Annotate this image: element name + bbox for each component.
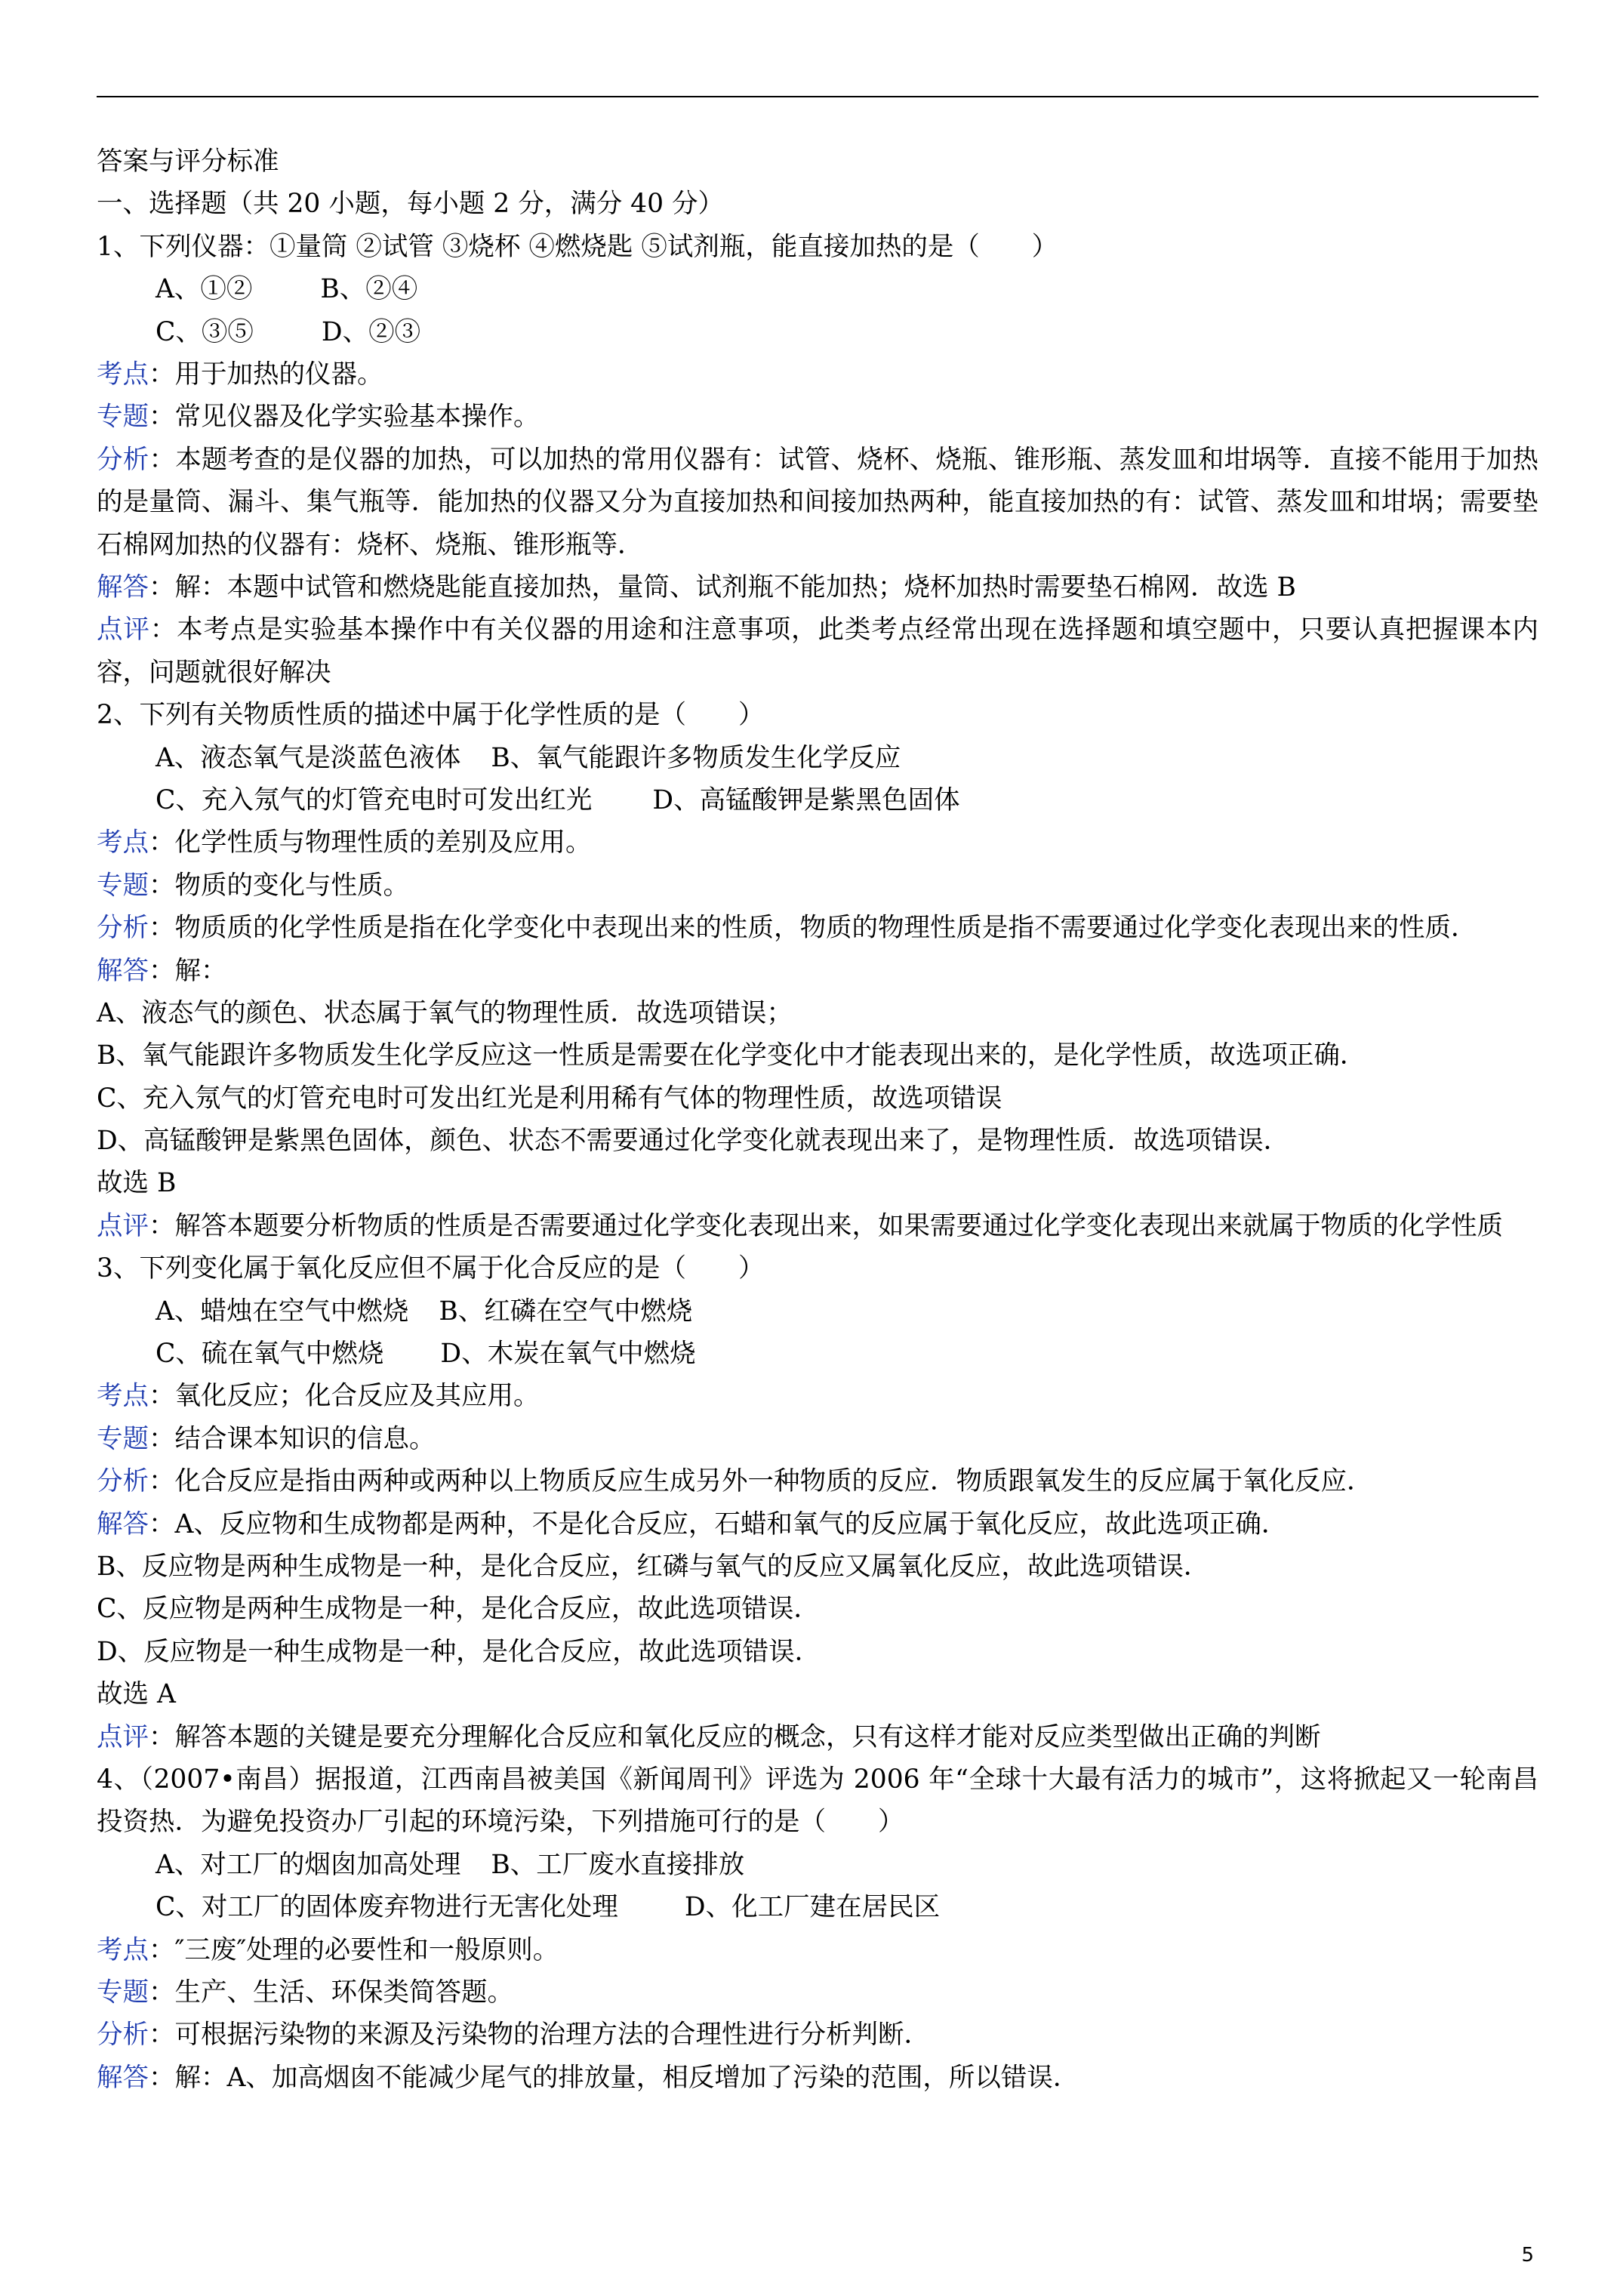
q1-kaodian: 考点：用于加热的仪器。 <box>97 359 383 390</box>
q1-options-ab <box>97 268 1538 310</box>
q2-zhuanti: 专题：物质的变化与性质。 <box>97 870 409 901</box>
q2-option-c: C、充入氖气的灯管充电时可发出红光 <box>156 784 593 815</box>
q2-analysis-b: B、氧气能跟许多物质发生化学反应这一性质是需要在化学变化中才能表现出来的，是化学性质，故选项正确． <box>97 1040 1366 1071</box>
jieda-label: 解答 <box>97 1509 149 1539</box>
q3-options-ab <box>97 1290 1538 1333</box>
q4-fenxi: 分析：可根据污染物的来源及污染物的治理方法的合理性进行分析判断． <box>97 2020 930 2051</box>
q2-analysis-d: D、高锰酸钾是紫黑色固体，颜色、状态不需要通过化学变化就表现出来了，是物理性质．故选项错误． <box>97 1126 1290 1157</box>
q3-jieda: 解答：A、反应物和生成物都是两种，不是化合反应，石蜡和氧气的反应属于氧化反应，故此选项正确． <box>97 1509 1288 1539</box>
q4-stem: 4、（2007•南昌）据报道，江西南昌被美国《新闻周刊》评选为 2006 年“全球十大最有活力的城市”，这将掀起又一轮南昌投资热．为避免投资办厂引起的环境污染，下列措施可行的是（ ） <box>97 1764 1538 1838</box>
q2-answer: 故选 B <box>97 1168 177 1199</box>
fenxi-label: 分析 <box>97 444 149 475</box>
q3-stem: 3、下列变化属于氧化反应但不属于化合反应的是（ ） <box>97 1253 765 1284</box>
zhuanti-label: 专题 <box>97 402 149 433</box>
q3-kaodian: 考点：氧化反应；化合反应及其应用。 <box>97 1381 540 1412</box>
jieda-label: 解答 <box>97 955 149 986</box>
fenxi-label: 分析 <box>97 1466 149 1497</box>
q3-answer: 故选 A <box>97 1679 176 1710</box>
q1-option-c: C、③⑤ <box>156 316 254 347</box>
header-rule <box>97 96 1538 97</box>
q1-fenxi: 分析：本题考查的是仪器的加热，可以加热的常用仪器有：试管、烧杯、烧瓶、锥形瓶、蒸发皿和坩埚等．直接不能用于加热的是量筒、漏斗、集气瓶等．能加热的仪器又分为直接加热和间接加热两种，能直接加热的有：试管、蒸发皿和坩埚；需要垫石棉网加热的仪器有：烧杯、烧瓶、锥形瓶等． <box>97 444 1538 560</box>
zhuanti-label: 专题 <box>97 1423 149 1454</box>
q4-zhuanti: 专题：生产、生活、环保类简答题。 <box>97 1977 513 2008</box>
q4-option-c: C、对工厂的固体废弃物进行无害化处理 <box>156 1892 618 1923</box>
jieda-label: 解答 <box>97 2062 149 2093</box>
q1-option-b: B、②④ <box>320 274 418 305</box>
q3-analysis-b: B、反应物是两种生成物是一种，是化合反应，红磷与氧气的反应又属氧化反应，故此选项错误． <box>97 1552 1210 1582</box>
kaodian-label: 考点 <box>97 359 149 390</box>
jieda-label: 解答 <box>97 572 149 603</box>
q4-jieda: 解答：解：A、加高烟囱不能减少尾气的排放量，相反增加了污染的范围，所以错误． <box>97 2062 1079 2093</box>
kaodian-label: 考点 <box>97 1934 149 1965</box>
q2-kaodian: 考点：化学性质与物理性质的差别及应用。 <box>97 827 592 858</box>
q2-dianping: 点评：解答本题要分析物质的性质是否需要通过化学变化表现出来，如果需要通过化学变化表现出来就属于物质的化学性质 <box>97 1210 1503 1241</box>
page-number: 5 <box>1521 2244 1534 2267</box>
q1-options-cd <box>97 311 1538 353</box>
q3-dianping: 点评：解答本题的关键是要充分理解化合反应和氧化反应的概念，只有这样才能对反应类型做出正确的判断 <box>97 1721 1321 1752</box>
q2-option-d: D、高锰酸钾是紫黑色固体 <box>652 784 960 815</box>
q3-options-cd <box>97 1333 1538 1375</box>
q4-option-b: B、工厂废水直接排放 <box>491 1849 745 1880</box>
doc-title: 答案与评分标准 <box>97 146 279 177</box>
q3-analysis-d: D、反应物是一种生成物是一种，是化合反应，故此选项错误． <box>97 1636 821 1667</box>
q3-option-d: D、木炭在氧气中燃烧 <box>440 1339 696 1370</box>
q3-option-a: A、蜡烛在空气中燃烧 <box>156 1296 409 1327</box>
dianping-label: 点评 <box>97 615 150 646</box>
q4-option-a: A、对工厂的烟囱加高处理 <box>156 1849 461 1880</box>
q1-option-a: A、①② <box>156 274 253 305</box>
q1-jieda: 解答：解：本题中试管和燃烧匙能直接加热，量筒、试剂瓶不能加热；烧杯加热时需要垫石棉网．故选 B <box>97 572 1296 603</box>
q3-fenxi: 分析：化合反应是指由两种或两种以上物质反应生成另外一种物质的反应．物质跟氧发生的反应属于氧化反应． <box>97 1466 1373 1497</box>
q1-option-d: D、②③ <box>321 316 421 347</box>
q4-options-cd <box>97 1886 1538 1928</box>
fenxi-label: 分析 <box>97 913 149 944</box>
q4-kaodian: 考点：″三废″处理的必要性和一般原则。 <box>97 1934 559 1965</box>
q2-option-b: B、氧气能跟许多物质发生化学反应 <box>491 742 901 773</box>
q2-options-ab <box>97 737 1538 779</box>
zhuanti-label: 专题 <box>97 870 149 901</box>
q4-option-d: D、化工厂建在居民区 <box>684 1892 941 1923</box>
q2-fenxi: 分析：物质质的化学性质是指在化学变化中表现出来的性质，物质的物理性质是指不需要通过化学变化表现出来的性质． <box>97 913 1477 944</box>
kaodian-label: 考点 <box>97 827 149 858</box>
q2-option-a: A、液态氧气是淡蓝色液体 <box>156 742 461 773</box>
section-title: 一、选择题（共 20 小题，每小题 2 分，满分 40 分） <box>97 189 725 220</box>
q2-analysis-a: A、液态气的颜色、状态属于氧气的物理性质．故选项错误； <box>97 997 793 1028</box>
q3-analysis-c: C、反应物是两种生成物是一种，是化合反应，故此选项错误． <box>97 1594 820 1625</box>
dianping-label: 点评 <box>97 1721 149 1752</box>
q1-zhuanti: 专题：常见仪器及化学实验基本操作。 <box>97 402 540 433</box>
q3-option-c: C、硫在氧气中燃烧 <box>156 1339 384 1370</box>
q2-options-cd <box>97 779 1538 821</box>
answer-document <box>97 140 1538 2099</box>
zhuanti-label: 专题 <box>97 1977 149 2008</box>
dianping-label: 点评 <box>97 1210 149 1241</box>
q2-stem: 2、下列有关物质性质的描述中属于化学性质的是（ ） <box>97 700 765 731</box>
q3-option-b: B、红磷在空气中燃烧 <box>439 1296 693 1327</box>
kaodian-label: 考点 <box>97 1381 149 1412</box>
q1-stem: 1、下列仪器：①量筒 ②试管 ③烧杯 ④燃烧匙 ⑤试剂瓶，能直接加热的是（ ） <box>97 231 1058 262</box>
q2-analysis-c: C、充入氖气的灯管充电时可发出红光是利用稀有气体的物理性质，故选项错误 <box>97 1083 1002 1114</box>
q3-zhuanti: 专题：结合课本知识的信息。 <box>97 1423 436 1454</box>
q2-jieda: 解答：解： <box>97 955 227 986</box>
fenxi-label: 分析 <box>97 2020 149 2051</box>
q1-dianping: 点评：本考点是实验基本操作中有关仪器的用途和注意事项，此类考点经常出现在选择题和填空题中，只要认真把握课本内容，问题就很好解决 <box>97 615 1539 688</box>
q4-options-ab <box>97 1844 1538 1886</box>
